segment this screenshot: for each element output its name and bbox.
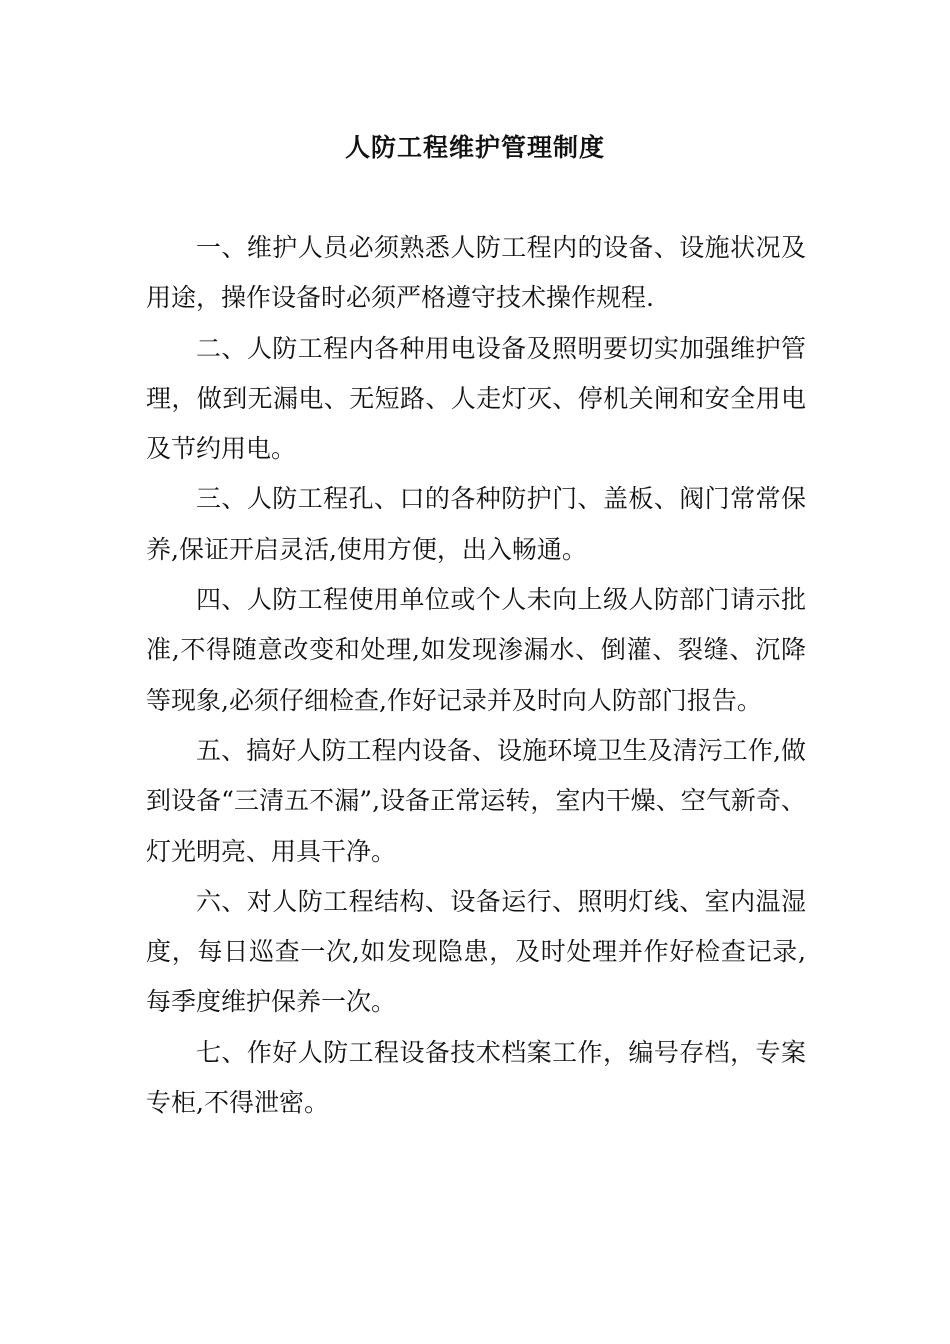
document-title: 人防工程维护管理制度	[344, 133, 605, 162]
paragraph-1: 一、维护人员必须熟悉人防工程内的设备、设施状况及用途，操作设备时必须严格遵守技术操作规程.	[146, 233, 806, 313]
paragraph-7: 七、作好人防工程设备技术档案工作，编号存档，专案专柜,不得泄密。	[146, 1037, 806, 1118]
paragraph-6: 六、对人防工程结构、设备运行、照明灯线、室内温湿度，每日巡查一次,如发现隐患，及时处理并作好检查记录,每季度维护保养一次。	[146, 886, 806, 1017]
paragraph-5: 五、搞好人防工程内设备、设施环境卫生及清污工作,做到设备“三清五不漏”,设备正常运转，室内干燥、空气新奇、灯光明亮、用具干净。	[146, 735, 806, 866]
paragraph-3: 三、人防工程孔、口的各种防护门、盖板、阀门常常保养,保证开启灵活,使用方便，出入畅通。	[146, 484, 806, 564]
paragraph-4: 四、人防工程使用单位或个人未向上级人防部门请示批准,不得随意改变和处理,如发现渗漏水、倒灌、裂缝、沉降等现象,必须仔细检查,作好记录并及时向人防部门报告。	[146, 585, 806, 715]
paragraph-2: 二、人防工程内各种用电设备及照明要切实加强维护管理，做到无漏电、无短路、人走灯灭、停机关闸和安全用电及节约用电。	[146, 333, 806, 464]
document-body	[146, 223, 806, 1128]
